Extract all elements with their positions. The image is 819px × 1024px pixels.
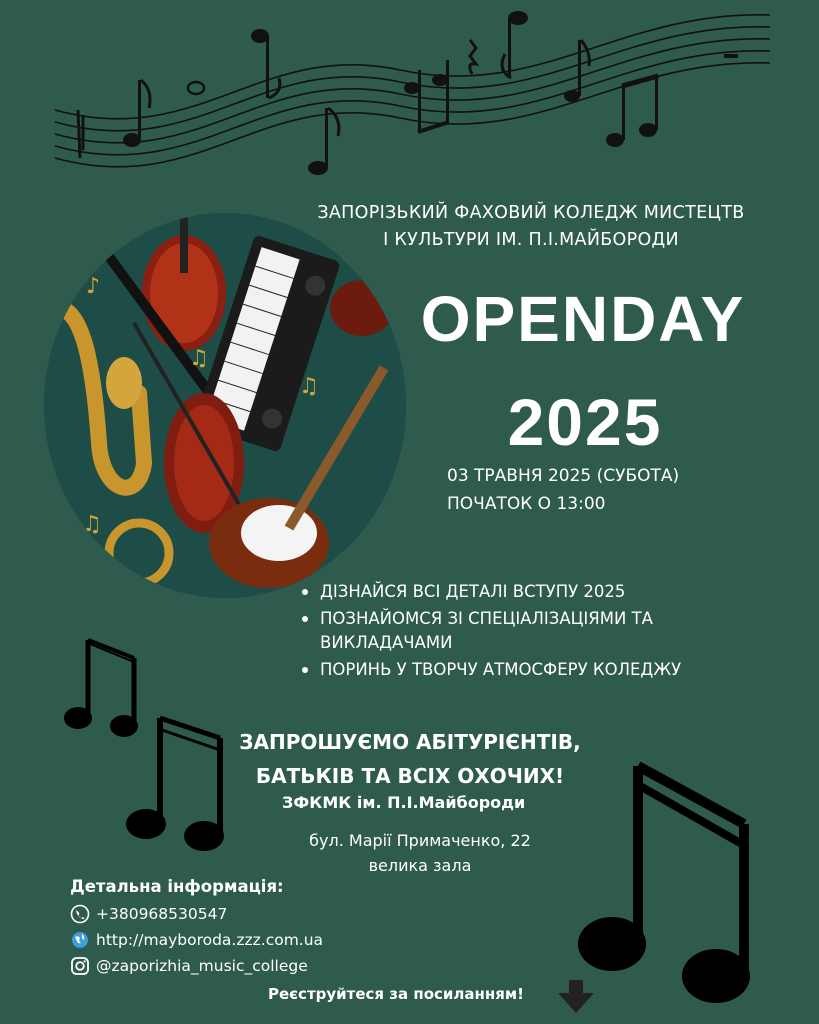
- website-link[interactable]: http://mayboroda.zzz.com.ua: [96, 931, 324, 949]
- instagram-icon: [70, 956, 90, 976]
- instruments-photo: [44, 213, 406, 598]
- benefits-list: [300, 580, 780, 685]
- music-staff-icon: [0, 0, 819, 200]
- svg-text:♫: ♫: [299, 374, 319, 399]
- invitation: [210, 725, 610, 793]
- phone-icon: [70, 904, 90, 924]
- website-contact[interactable]: [70, 930, 323, 950]
- event-datetime: [447, 462, 679, 518]
- svg-text:♪: ♪: [86, 274, 101, 299]
- venue-address: бул. Марії Примаченко, 22: [309, 831, 531, 850]
- event-start-time: ПОЧАТОК О 13:00: [447, 494, 606, 514]
- college-name-line2: І КУЛЬТУРИ ІМ. П.І.МАЙБОРОДИ: [383, 230, 679, 250]
- venue: [270, 828, 570, 878]
- institution-name: ЗФКМК ім. П.І.Майбороди: [282, 793, 526, 812]
- list-item: ПОЗНАЙОМСЯ ЗІ СПЕЦІАЛІЗАЦІЯМИ ТА ВИКЛАДАЧАМИ: [300, 607, 780, 655]
- list-item: ДІЗНАЙСЯ ВСІ ДЕТАЛІ ВСТУПУ 2025: [300, 580, 780, 604]
- instagram-contact[interactable]: [70, 956, 308, 976]
- arrow-down-icon: [556, 980, 596, 1016]
- event-date: 03 ТРАВНЯ 2025 (СУБОТА): [447, 466, 680, 486]
- phone-contact[interactable]: [70, 904, 227, 924]
- svg-text:♫: ♫: [82, 512, 102, 537]
- list-item: ПОРИНЬ У ТВОРЧУ АТМОСФЕРУ КОЛЕДЖУ: [300, 658, 780, 682]
- svg-text:♫: ♫: [189, 346, 209, 371]
- instagram-handle[interactable]: @zaporizhia_music_college: [96, 957, 308, 975]
- invitation-line1: ЗАПРОШУЄМО АБІТУРІЄНТІВ,: [239, 730, 581, 754]
- globe-icon: [70, 930, 90, 950]
- contacts-heading: Детальна інформація:: [70, 877, 284, 896]
- phone-number: +380968530547: [96, 905, 228, 923]
- event-title: OPENDAY: [420, 283, 746, 355]
- college-name: [286, 200, 776, 254]
- invitation-line2: БАТЬКІВ ТА ВСІХ ОХОЧИХ!: [255, 764, 565, 788]
- venue-hall: велика зала: [368, 856, 472, 875]
- college-name-line1: ЗАПОРІЗЬКИЙ ФАХОВИЙ КОЛЕДЖ МИСТЕЦТВ: [317, 203, 745, 223]
- mandolin-image: [330, 280, 394, 336]
- event-year: 2025: [507, 385, 663, 459]
- register-call-to-action[interactable]: Реєструйтеся за посиланням!: [268, 985, 524, 1003]
- eighth-note-icon: [572, 758, 762, 1013]
